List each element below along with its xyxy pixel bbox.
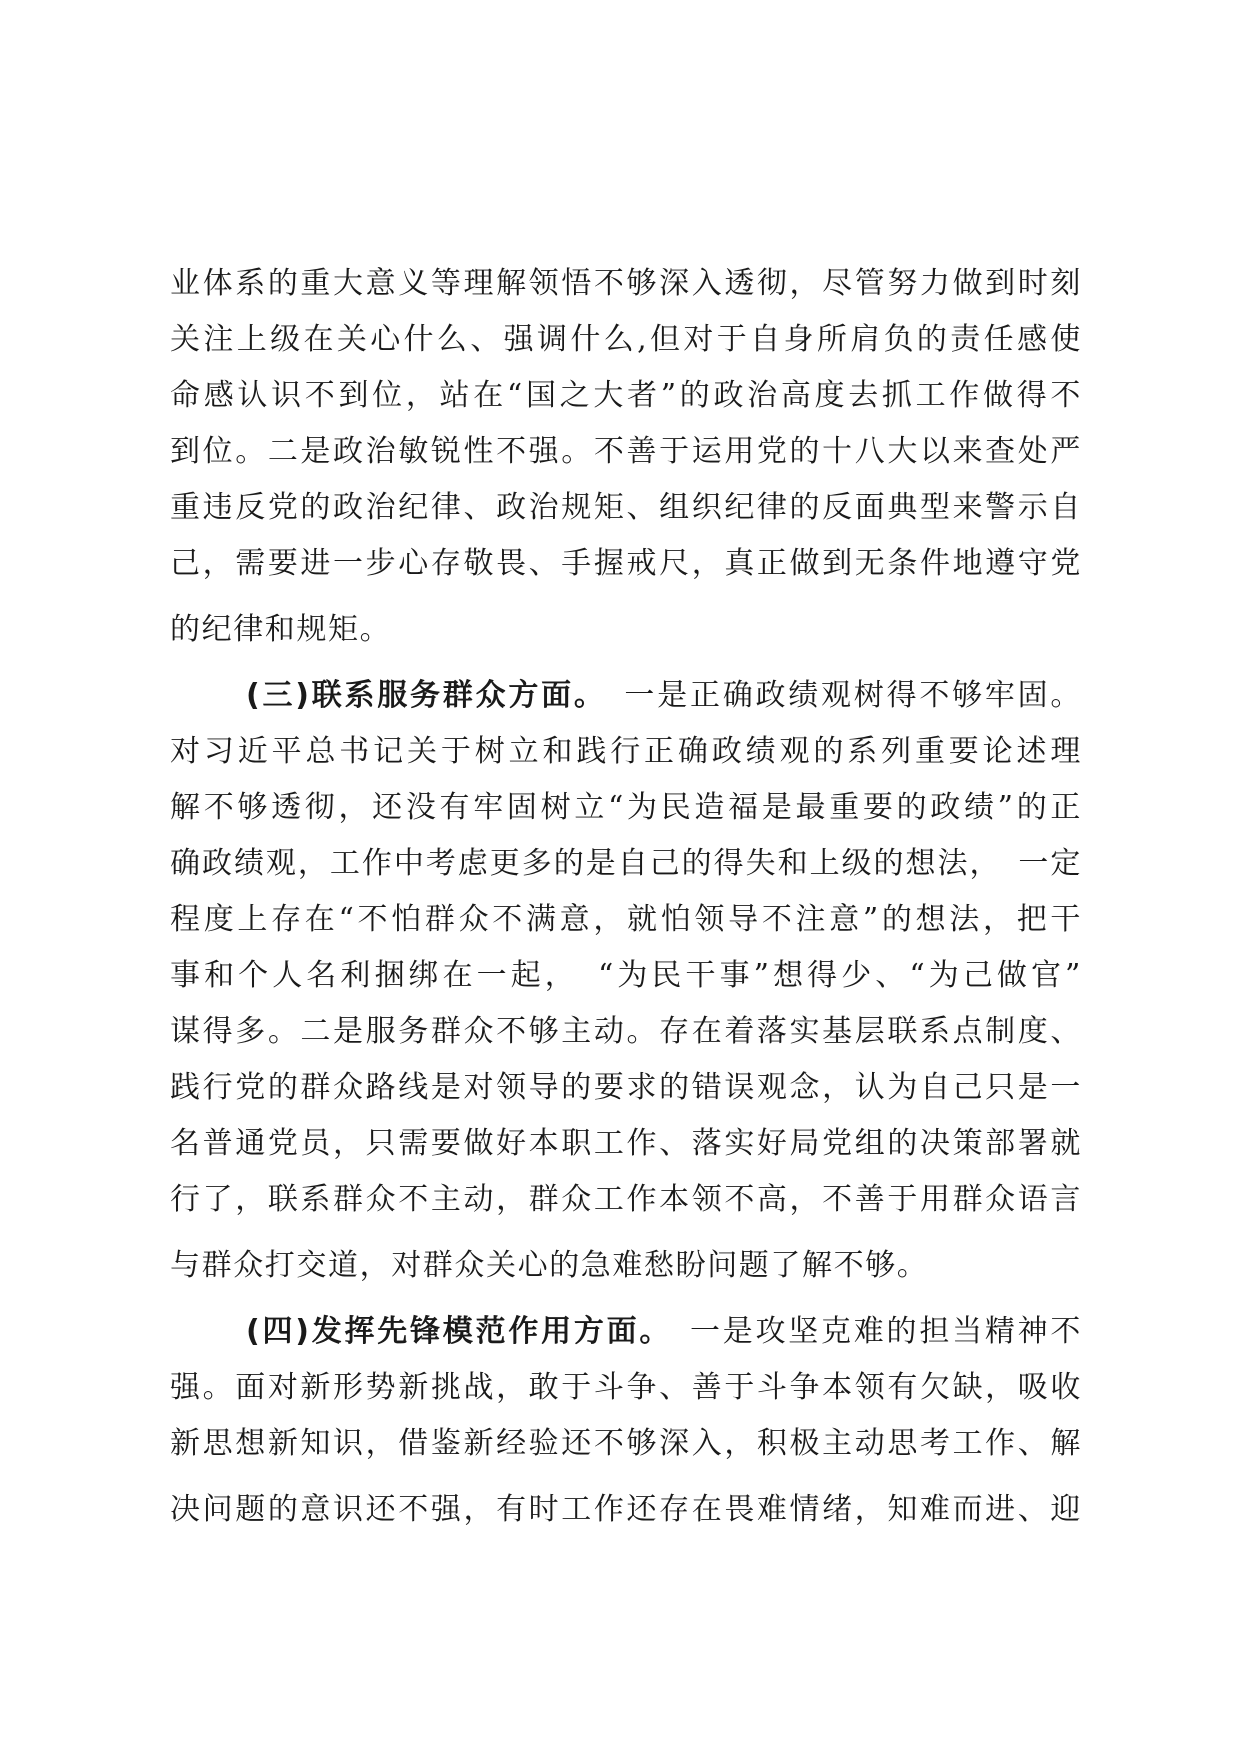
text-line: 命感认识不到位，站在“国之大者”的政治高度去抓工作做得不 [170, 378, 1082, 413]
paragraph-political-awareness [170, 256, 1082, 658]
text-line: 名普通党员，只需要做好本职工作、落实好局党组的决策部署就 [170, 1126, 1082, 1161]
text-line: 解不够透彻，还没有牢固树立“为民造福是最重要的政绩”的正 [170, 790, 1082, 825]
text-line: 践行党的群众路线是对领导的要求的错误观念，认为自己只是一 [170, 1070, 1082, 1105]
paragraph-first-line [170, 1304, 1082, 1360]
text-run: 一是攻坚克难的担当精神不 [689, 1314, 1082, 1349]
text-line: 确政绩观，工作中考虑更多的是自己的得失和上级的想法， 一定 [170, 846, 1082, 881]
text-line: 对习近平总书记关于树立和践行正确政绩观的系列重要论述理 [170, 734, 1082, 769]
text-line: 关注上级在关心什么、强调什么,但对于自身所肩负的责任感使 [170, 322, 1082, 357]
text-line: 事和个人名利捆绑在一起， “为民干事”想得少、“为己做官” [170, 958, 1082, 993]
text-line: 行了，联系群众不主动，群众工作本领不高，不善于用群众语言 [170, 1182, 1082, 1217]
text-line: 重违反党的政治纪律、政治规矩、组织纪律的反面典型来警示自 [170, 490, 1082, 525]
paragraph-serve-masses [170, 668, 1082, 1294]
text-line: 到位。二是政治敏锐性不强。不善于运用党的十八大以来查处严 [170, 434, 1082, 469]
paragraph-vanguard-role [170, 1304, 1082, 1538]
section-heading-three: (三)联系服务群众方面。 [246, 678, 592, 713]
text-line: 与群众打交道，对群众关心的急难愁盼问题了解不够。 [170, 1248, 929, 1283]
text-line: 新思想新知识，借鉴新经验还不够深入，积极主动思考工作、解 [170, 1426, 1082, 1461]
text-line: 谋得多。二是服务群众不够主动。存在着落实基层联系点制度、 [170, 1014, 1082, 1049]
text-run: 一是正确政绩观树得不够牢固。 [624, 678, 1083, 713]
paragraph-first-line [170, 668, 1082, 724]
text-line: 业体系的重大意义等理解领悟不够深入透彻，尽管努力做到时刻 [170, 266, 1082, 301]
text-line: 强。面对新形势新挑战，敢于斗争、善于斗争本领有欠缺，吸收 [170, 1370, 1082, 1405]
text-line: 决问题的意识还不强，有时工作还存在畏难情绪，知难而进、迎 [170, 1492, 1082, 1527]
text-line: 的纪律和规矩。 [170, 612, 392, 647]
section-heading-four: (四)发挥先锋模范作用方面。 [246, 1314, 658, 1349]
body-text [170, 256, 1082, 1538]
text-line: 己，需要进一步心存敬畏、手握戒尺，真正做到无条件地遵守党 [170, 546, 1082, 581]
text-line: 程度上存在“不怕群众不满意，就怕领导不注意”的想法，把干 [170, 902, 1082, 937]
